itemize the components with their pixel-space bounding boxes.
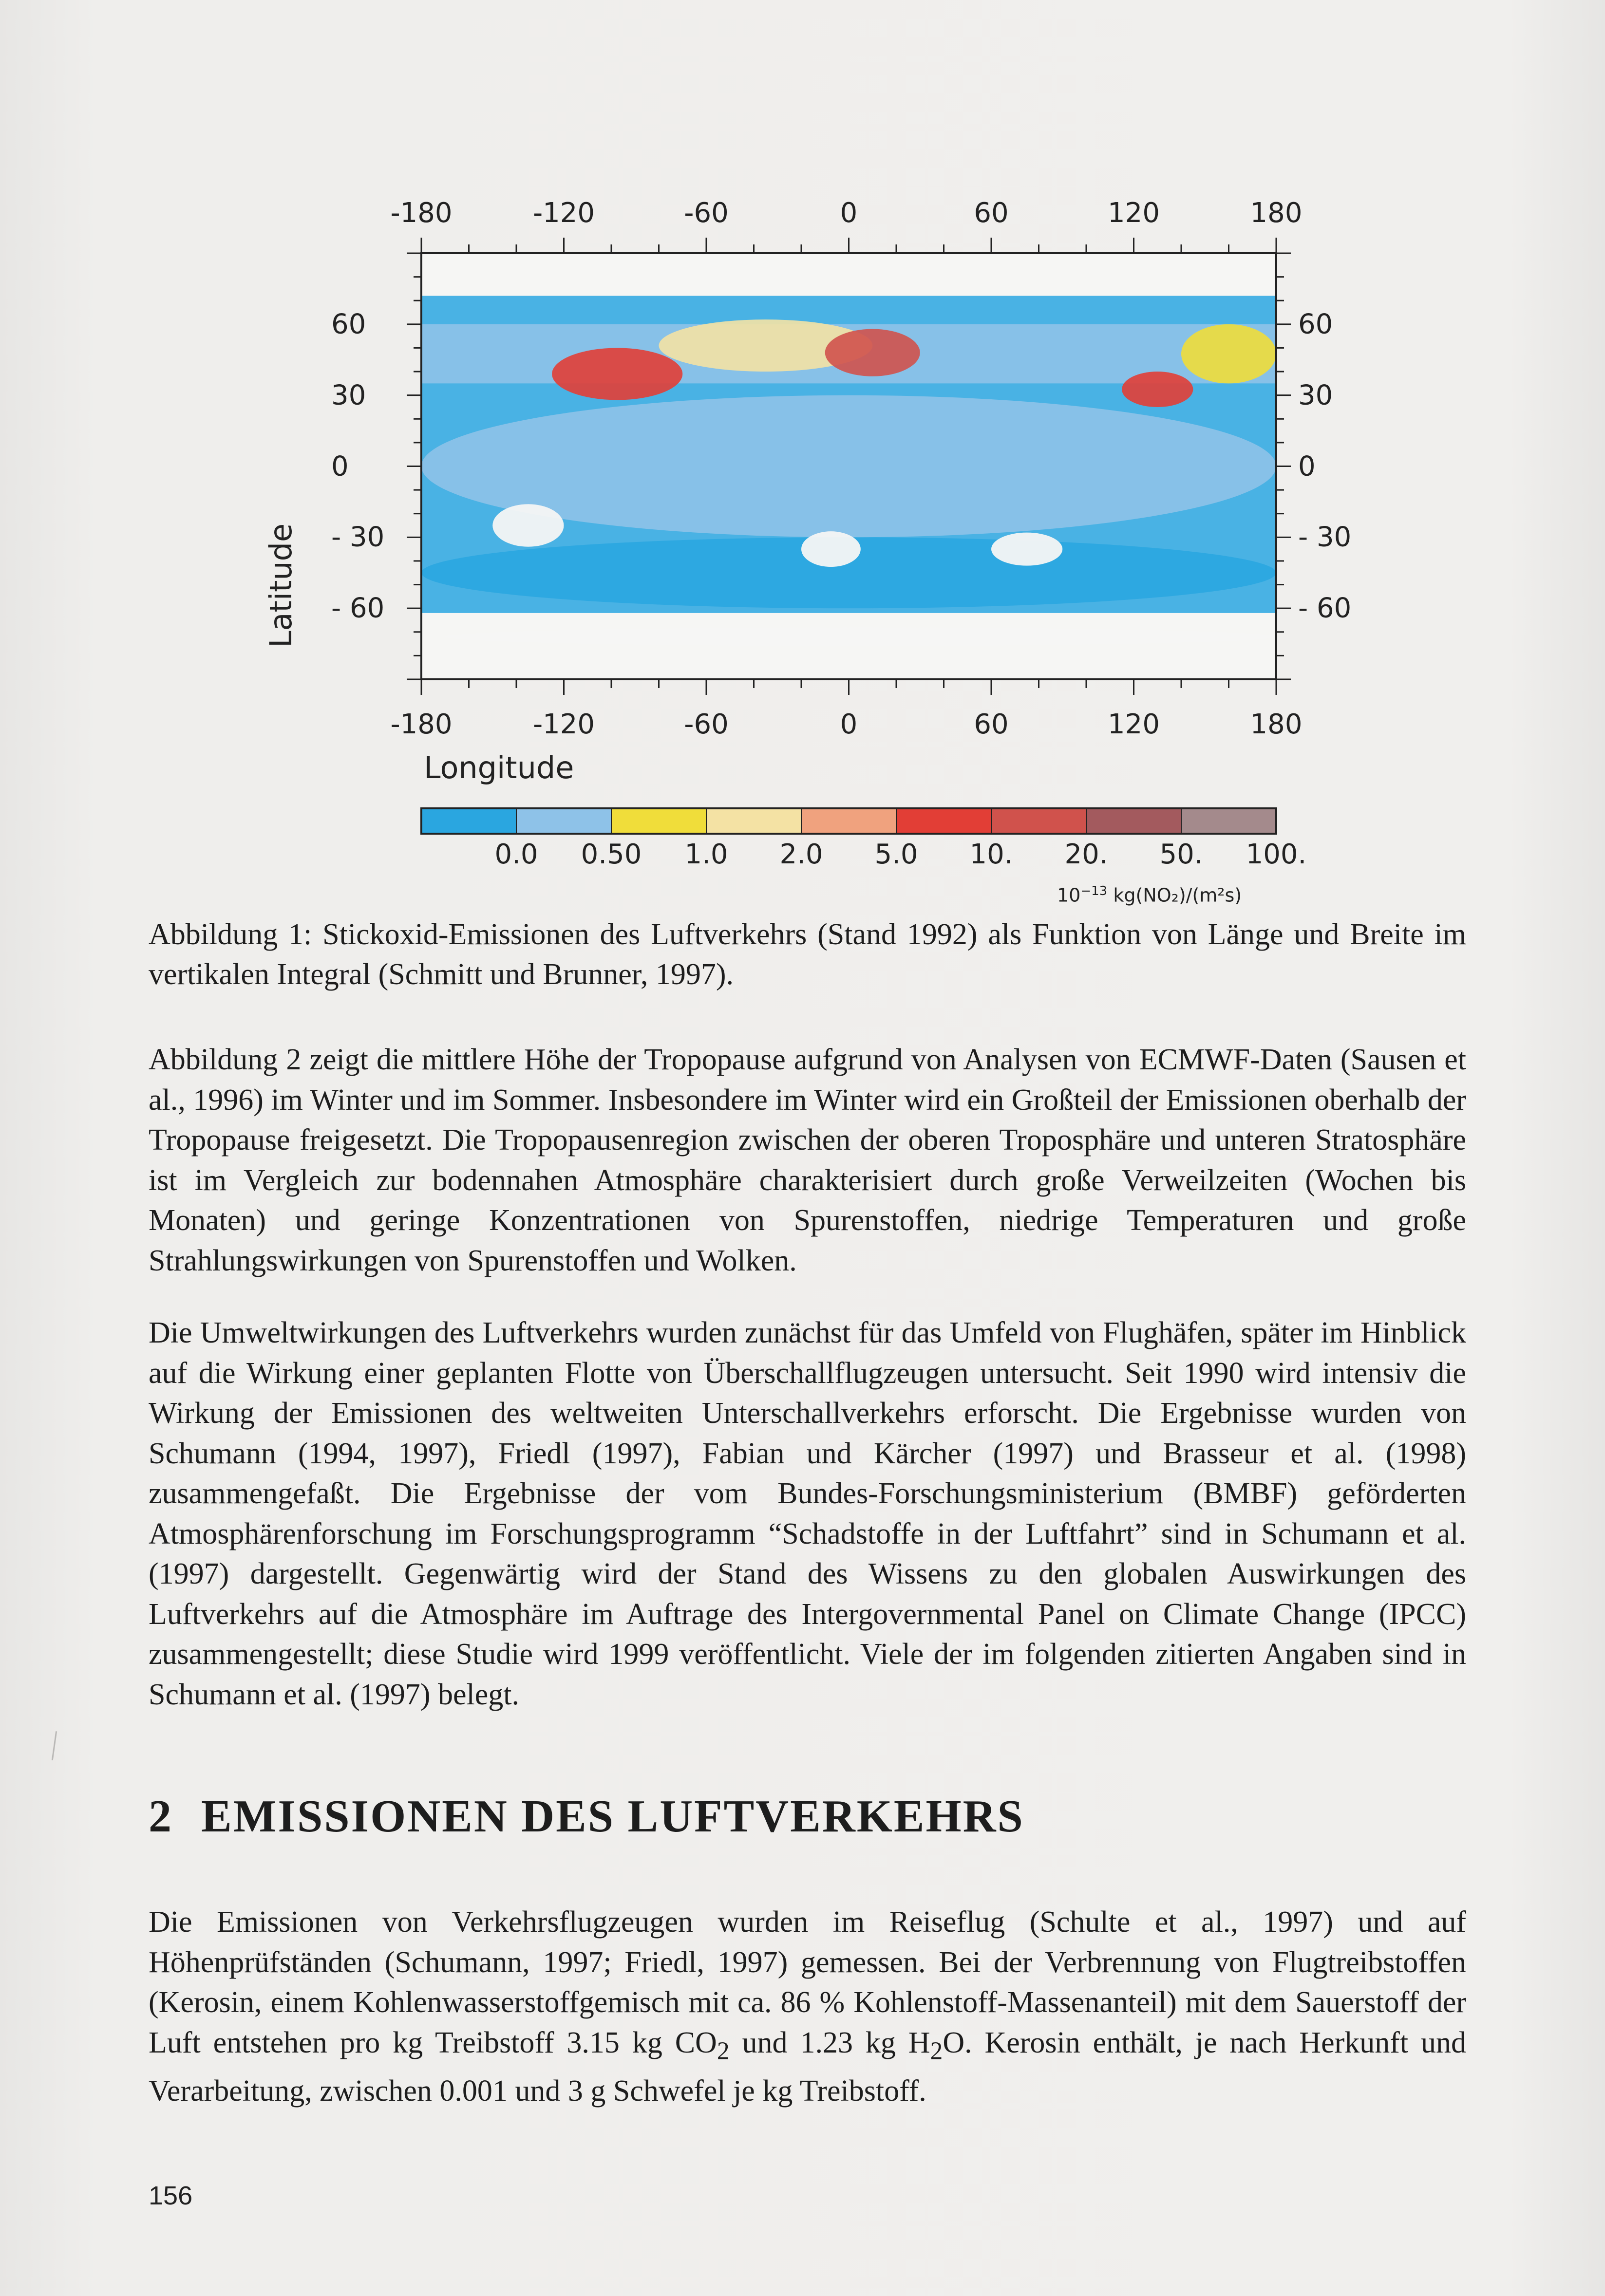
x-tick-label-bottom: -120 [532,709,595,740]
emission-map-svg [0,0,1605,925]
colorbar-tick-label: 20. [1064,839,1108,870]
colorbar-swatch [706,808,801,834]
section-number: 2 [149,1791,173,1842]
y-tick-label-left: 0 [331,450,349,482]
x-tick-label-top: 180 [1250,197,1303,229]
colorbar-tick-label: 10. [969,839,1013,870]
region-north-america [552,348,682,400]
co2-subscript: 2 [717,2036,730,2065]
section-heading [149,1790,1466,1843]
y-tick-label-right: 60 [1298,308,1333,340]
paragraph-tropopause: Abbildung 2 zeigt die mittlere Höhe der Tropopause aufgrund von Analysen von ECMWF-Daten (Sausen et al., 1996) im Winter und im Sommer. Insbesondere im Winter wird ein Großteil der Emissionen oberhalb der Tropopause freigesetzt. Die Tropopausenregion zwischen der oberen Troposphäre und unteren Stratosphäre ist im Vergleich zur bodennahen Atmosphäre charakterisiert durch große Verweilzeiten (Wochen bis Monaten) und geringe Konzentrationen von Spurenstoffen, niedrige Temperaturen und große Strahlungswirkungen von Spurenstoffen und Wolken. [149,1043,1466,1277]
unit-rest: kg(NO₂)/(m²s) [1107,884,1242,906]
colorbar-swatch [421,808,516,834]
y-tick-label-left: - 60 [331,592,385,624]
y-tick-label-right: 0 [1298,450,1316,482]
map-gap-0 [492,504,564,547]
caption-text: Stickoxid-Emissionen des Luftverkehrs (Stand 1992) als Funktion von Länge und Breite im vertikalen Integral (Schmitt und Brunner, 1997). [149,918,1467,991]
p3-part-c: O. Kerosin enthält, je nach Herkunft und Verarbeitung, zwischen 0.001 und 3 g Schwefel je kg Treibstoff. [149,2026,1466,2108]
region-north-pacific [1181,324,1276,384]
p3-part-b: und 1.23 kg H [729,2026,930,2059]
paragraph-emissions [149,1902,1466,2111]
map-gap-1 [801,531,861,567]
unit-exponent: −13 [1080,884,1108,898]
region-east-asia [1122,372,1193,407]
x-tick-label-bottom: 60 [974,709,1009,740]
colorbar-swatch [611,808,706,834]
colorbar-tick-label: 2.0 [779,839,823,870]
y-tick-label-left: - 30 [331,521,385,553]
h2o-subscript: 2 [930,2036,943,2065]
x-tick-label-bottom: 0 [840,709,858,740]
section-title: EMISSIONEN DES LUFTVERKEHRS [201,1791,1024,1842]
colorbar-swatch [991,808,1086,834]
y-axis-label: Latitude [263,523,299,648]
colorbar-tick-label: 50. [1159,839,1203,870]
x-axis-label: Longitude [424,750,574,785]
x-tick-label-top: -180 [390,197,453,229]
x-tick-label-top: 0 [840,197,858,229]
y-tick-label-left: 60 [331,308,366,340]
colorbar-tick-label: 5.0 [874,839,918,870]
colorbar-swatch [1086,808,1181,834]
map-gap-2 [991,533,1062,566]
map-gap-3 [445,627,1276,646]
y-tick-label-right: 30 [1298,379,1333,411]
x-tick-label-bottom: 120 [1108,709,1160,740]
unit-prefix: 10 [1057,884,1081,906]
caption-label: Abbildung 1: [149,918,312,951]
colorbar-swatch [1181,808,1276,834]
y-tick-label-left: 30 [331,379,366,411]
colorbar-swatch [516,808,611,834]
colorbar-tick-label: 1.0 [684,839,728,870]
colorbar-unit [1057,884,1242,906]
x-tick-label-bottom: -180 [390,709,453,740]
x-tick-label-top: 120 [1108,197,1160,229]
colorbar-swatch [896,808,991,834]
x-tick-label-bottom: 180 [1250,709,1303,740]
paragraph-environmental-effects: Die Umweltwirkungen des Luftverkehrs wurden zunächst für das Umfeld von Flughäfen, später im Hinblick auf die Wirkung einer geplanten Flotte von Überschallflugzeugen untersucht. Seit 1990 wird intensiv die Wirkung der Emissionen des weltweiten Unterschallverkehrs erforscht. Die Ergebnisse wurden von Schumann (1994, 1997), Friedl (1997), Fabian und Kärcher (1997) und Brasseur et al. (1998) zusammengefaßt. Die Ergebnisse der vom Bundes-Forschungsministerium (BMBF) geförderten Atmosphärenforschung im Forschungsprogramm “Schadstoffe in der Luftfahrt” sind in Schumann et al. (1997) dargestellt. Gegenwärtig wird der Stand des Wissens zu den globalen Auswirkungen des Luftverkehrs auf die Atmosphäre im Auftrage des Intergovernmental Panel on Climate Change (IPCC) zusammengestellt; diese Studie wird 1999 veröffentlicht. Viele der im folgenden zitierten Angaben sind in Schumann et al. (1997) belegt. [149,1316,1466,1711]
y-tick-label-right: - 30 [1298,521,1352,553]
colorbar-tick-label: 0.50 [581,839,642,870]
region-europe [825,329,920,376]
x-tick-label-top: -120 [532,197,595,229]
figure-nox-emissions [0,0,1605,925]
page-number: 156 [149,2181,193,2210]
colorbar-tick-label: 100. [1246,839,1307,870]
margin-mark [52,1731,57,1760]
colorbar-tick-label: 0.0 [494,839,538,870]
x-tick-label-bottom: -60 [684,709,729,740]
figure-caption [149,915,1466,994]
x-tick-label-top: 60 [974,197,1009,229]
y-tick-label-right: - 60 [1298,592,1352,624]
x-tick-label-top: -60 [684,197,729,229]
p3-part-a: Die Emissionen von Verkehrsflugzeugen wurden im Reiseflug (Schulte et al., 1997) und auf Höhenprüfständen (Schumann, 1997; Friedl, 1997) gemessen. Bei der Verbrennung von Flugtreibstoffen (Kerosin, einem Kohlenwasserstoffgemisch mit ca. 86 % Kohlenstoff-Massenanteil) mit dem Sauerstoff der Luft entstehen pro kg Treibstoff 3.15 kg CO [149,1905,1466,2059]
colorbar-swatch [801,808,896,834]
